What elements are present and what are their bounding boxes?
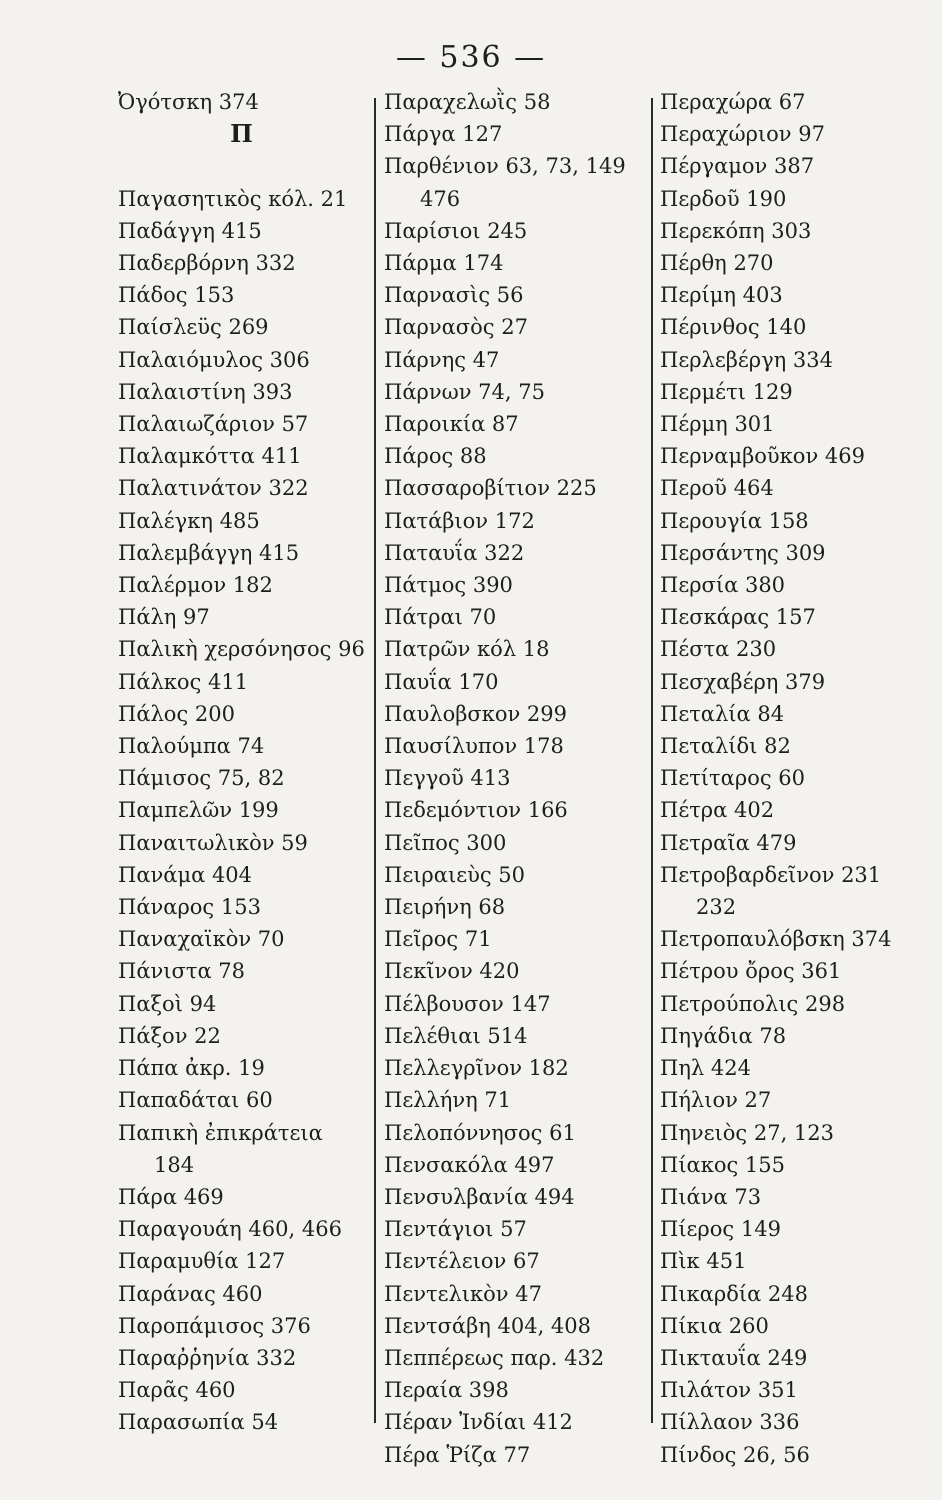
index-entry: Παπικὴ ἐπικράτεια — [118, 1120, 323, 1145]
index-entry: Παραῤῥηνία 332 — [118, 1345, 297, 1370]
index-entry: Πέτρα 402 — [660, 798, 775, 823]
index-entry: Πιλάτον 351 — [660, 1378, 798, 1403]
index-entry: Πενσυλβανία 494 — [384, 1184, 575, 1209]
index-entry: Πεκῖνον 420 — [384, 959, 520, 984]
index-entry: Παλεμβάγγη 415 — [118, 540, 300, 565]
index-entry: Πετροπαυλόβσκη 374 — [660, 927, 892, 952]
index-entry: Πάλη 97 — [118, 605, 210, 630]
index-entry: Πεῖρος 71 — [384, 927, 492, 952]
index-entry: Πέρμη 301 — [660, 412, 775, 437]
index-entry: Παλικὴ χερσόνησος 96 — [118, 637, 365, 662]
index-entry: Παρθένιον 63, 73, 149 — [384, 154, 626, 179]
index-entry: Παίσλεϋς 269 — [118, 315, 269, 340]
index-entry: Πεντάγιοι 57 — [384, 1217, 527, 1242]
index-entry: Πεταλίδι 82 — [660, 734, 791, 759]
index-entry: Πὶκ 451 — [660, 1249, 747, 1274]
index-entry: Παλαιστίνη 393 — [118, 379, 293, 404]
index-entry: Παυλοβσκον 299 — [384, 701, 567, 726]
index-entry: Πάδος 153 — [118, 283, 235, 308]
index-entry: Περναμβοῦκον 469 — [660, 444, 865, 469]
index-entry: Πεγγοῦ 413 — [384, 766, 511, 791]
index-entry: Πίακος 155 — [660, 1152, 786, 1177]
index-entry: Πέλβουσον 147 — [384, 991, 551, 1016]
index-entry: Παρνασὶς 56 — [384, 283, 524, 308]
index-entry: Πέτρου ὄρος 361 — [660, 959, 842, 984]
index-entry: Περοῦ 464 — [660, 476, 774, 501]
index-entry: Πανάμα 404 — [118, 862, 253, 887]
index-column-2 — [384, 86, 626, 1471]
index-entry: Πατρῶν κόλ 18 — [384, 637, 550, 662]
index-column-3 — [660, 86, 891, 1471]
index-entry: Πεντέλειον 67 — [384, 1249, 540, 1274]
index-entry: Πεσχαβέρη 379 — [660, 669, 826, 694]
index-entry: Πελέθιαι 514 — [384, 1023, 528, 1048]
index-entry: Πάτμος 390 — [384, 573, 513, 598]
index-entry: Παλαιωζάριον 57 — [118, 412, 309, 437]
index-entry: Πέστα 230 — [660, 637, 777, 662]
index-entry: Πετίταρος 60 — [660, 766, 805, 791]
index-entry: Πάρμα 174 — [384, 251, 504, 276]
index-entry: Παρασωπία 54 — [118, 1410, 279, 1435]
index-entry: Πηλ 424 — [660, 1056, 751, 1081]
index-entry: Περδοῦ 190 — [660, 186, 787, 211]
index-entry: Πάτραι 70 — [384, 605, 497, 630]
index-entry: Πάμισος 75, 82 — [118, 766, 285, 791]
index-entry: Παλαμκόττα 411 — [118, 444, 302, 469]
index-entry: Περαία 398 — [384, 1378, 509, 1403]
index-entry: Περίμη 403 — [660, 283, 783, 308]
index-entry — [118, 150, 365, 182]
index-entry: Παμπελῶν 199 — [118, 798, 279, 823]
index-entry: Πελλήνη 71 — [384, 1088, 512, 1113]
index-entry: Πεππέρεως παρ. 432 — [384, 1345, 605, 1370]
index-column-1 — [118, 86, 365, 1439]
index-entry: Πήλιον 27 — [660, 1088, 772, 1113]
index-entry: Πετρούπολις 298 — [660, 991, 846, 1016]
index-entry: Πάνιστα 78 — [118, 959, 246, 984]
index-entry: Παλέγκη 485 — [118, 508, 260, 533]
index-entry: Πιάνα 73 — [660, 1184, 762, 1209]
index-entry: Πίλλαον 336 — [660, 1410, 800, 1435]
index-entry: Πέρα Ῥίζα 77 — [384, 1442, 531, 1467]
index-entry: Πικταυΐα 249 — [660, 1345, 808, 1370]
index-entry: Πηνειὸς 27, 123 — [660, 1120, 835, 1145]
index-entry: Πετραῖα 479 — [660, 830, 797, 855]
index-entry: Παγασητικὸς κόλ. 21 — [118, 186, 348, 211]
index-entry: Πικαρδία 248 — [660, 1281, 809, 1306]
index-entry: Παυσίλυπον 178 — [384, 734, 564, 759]
index-entry: Παταυΐα 322 — [384, 540, 525, 565]
index-entry: Παδερβόρνη 332 — [118, 251, 296, 276]
index-entry: Πηγάδια 78 — [660, 1023, 787, 1048]
index-entry: Πετροβαρδεῖνον 231 — [660, 862, 882, 887]
index-entry: Πέρθη 270 — [660, 251, 774, 276]
index-entry: Περεκόπη 303 — [660, 218, 812, 243]
index-entry: Παροικία 87 — [384, 412, 519, 437]
index-entry: Περλεβέργη 334 — [660, 347, 833, 372]
index-entry: Πάρνης 47 — [384, 347, 500, 372]
index-entry: Πεντελικὸν 47 — [384, 1281, 542, 1306]
index-entry: Παδάγγη 415 — [118, 218, 262, 243]
index-entry: Πάναρος 153 — [118, 895, 261, 920]
index-entry: Πασσαροβίτιον 225 — [384, 476, 597, 501]
index-entry: Παναχαϊκὸν 70 — [118, 927, 285, 952]
index-entry: Πέρινθος 140 — [660, 315, 807, 340]
index-entry: Παρνασὸς 27 — [384, 315, 528, 340]
index-entry: Παξοὶ 94 — [118, 991, 217, 1016]
index-entry: Πελοπόννησος 61 — [384, 1120, 576, 1145]
index-entry: Παπαδάται 60 — [118, 1088, 273, 1113]
index-entry: Παλούμπα 74 — [118, 734, 265, 759]
index-entry: Πεταλία 84 — [660, 701, 785, 726]
index-entry: Πάπα ἀκρ. 19 — [118, 1056, 265, 1081]
index-entry: Πάλος 200 — [118, 701, 235, 726]
index-entry: Πέραν Ἰνδίαι 412 — [384, 1410, 573, 1435]
index-entry: Παλέρμον 182 — [118, 573, 273, 598]
index-entry: Πατάβιον 172 — [384, 508, 535, 533]
index-entry: Πενσακόλα 497 — [384, 1152, 555, 1177]
index-entry: Πελλεγρῖνον 182 — [384, 1056, 569, 1081]
index-entry: Περσία 380 — [660, 573, 786, 598]
column-rule-left — [374, 98, 376, 1423]
index-entry: Παραχελωῒς 58 — [384, 90, 551, 114]
index-entry: Περουγία 158 — [660, 508, 809, 533]
index-entry: Παροπάμισος 376 — [118, 1313, 311, 1338]
index-entry: Παλατινάτον 322 — [118, 476, 309, 501]
index-entry: Πάρος 88 — [384, 444, 487, 469]
index-entry: Πεσκάρας 157 — [660, 605, 816, 630]
index-entry: Παυΐα 170 — [384, 669, 499, 694]
index-entry: Περαχώρα 67 — [660, 90, 806, 114]
index-entry: Πεῖπος 300 — [384, 830, 507, 855]
index-entry: Πεδεμόντιον 166 — [384, 798, 568, 823]
index-entry: 184 — [154, 1152, 195, 1177]
page-number: — 536 — — [395, 40, 547, 75]
index-entry: Πίκια 260 — [660, 1313, 769, 1338]
index-entry: Παρᾶς 460 — [118, 1378, 236, 1403]
index-entry: 232 — [696, 895, 737, 920]
index-entry: Παραμυθία 127 — [118, 1249, 286, 1274]
index-entry: Παρίσιοι 245 — [384, 218, 528, 243]
index-entry: Περσάντης 309 — [660, 540, 826, 565]
index-entry: Πέργαμον 387 — [660, 154, 815, 179]
column-rule-right — [651, 98, 653, 1423]
index-entry: Πίνδος 26, 56 — [660, 1442, 810, 1467]
index-entry: Πειρήνη 68 — [384, 895, 506, 920]
index-entry: Περμέτι 129 — [660, 379, 793, 404]
index-entry: Πάλκος 411 — [118, 669, 249, 694]
index-entry: Πεντσάβη 404, 408 — [384, 1313, 592, 1338]
index-entry: Παλαιόμυλος 306 — [118, 347, 310, 372]
index-entry: Παράνας 460 — [118, 1281, 263, 1306]
index-entry: Πάρα 469 — [118, 1184, 224, 1209]
index-entry: Πίερος 149 — [660, 1217, 781, 1242]
index-entry: Πάργα 127 — [384, 122, 503, 147]
index-entry: Παναιτωλικὸν 59 — [118, 830, 308, 855]
index-entry: Ὀγότσκη 374 — [118, 90, 259, 114]
index-entry: Περαχώριον 97 — [660, 122, 825, 147]
index-entry: Πειραιεὺς 50 — [384, 862, 525, 887]
index-entry: 476 — [420, 186, 461, 211]
section-letter-heading: Π — [230, 119, 253, 149]
index-entry: Πάρνων 74, 75 — [384, 379, 545, 404]
index-entry: Παραγουάη 460, 466 — [118, 1217, 342, 1242]
index-entry: Πάξον 22 — [118, 1023, 221, 1048]
